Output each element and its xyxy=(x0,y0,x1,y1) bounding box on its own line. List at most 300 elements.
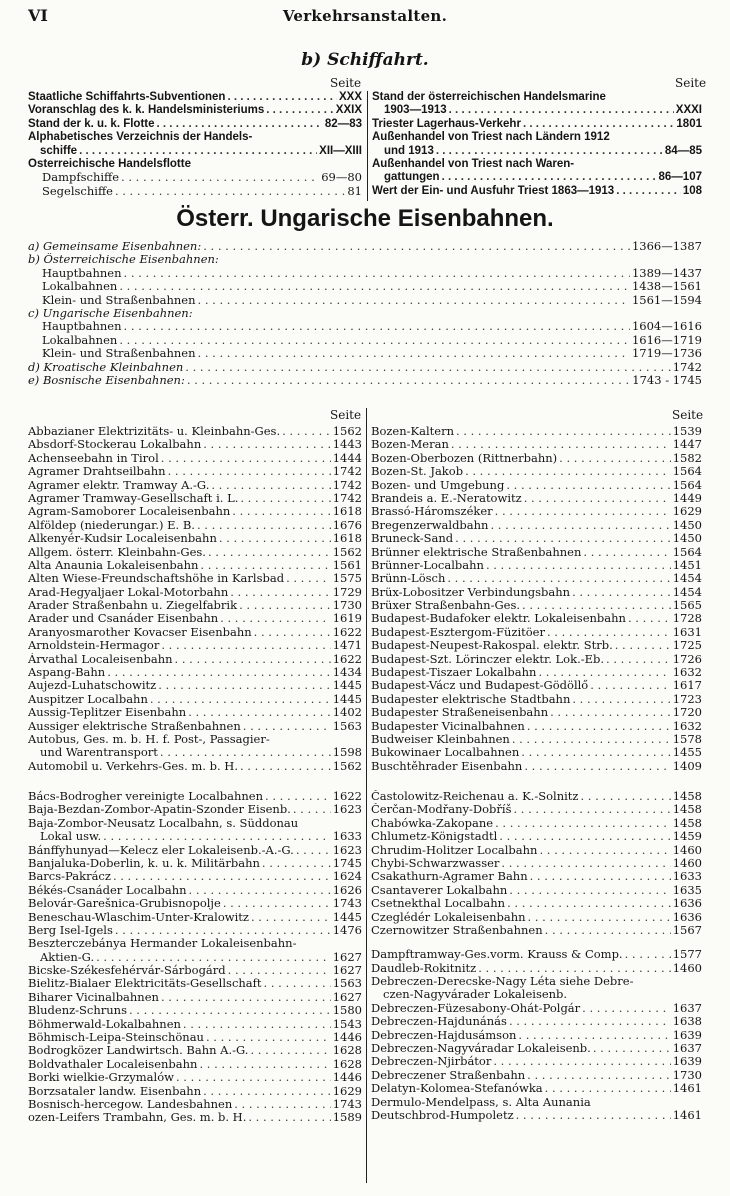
index-entry xyxy=(371,505,702,518)
dot-leader xyxy=(593,1042,671,1055)
index-entry-page: 1445 xyxy=(332,692,362,706)
index-entry-page: 1455 xyxy=(672,746,702,760)
index-entry xyxy=(371,975,702,988)
index-entry-label: Chrudim-Holitzer Localbahn xyxy=(371,843,538,857)
index-entry-page: 1434 xyxy=(332,666,362,680)
schiffahrt-seite-left: Seite xyxy=(330,76,362,90)
index-entry xyxy=(371,870,702,883)
toc-entry xyxy=(28,334,702,347)
toc-entry-page: 1743 - 1745 xyxy=(632,373,702,387)
index-entry-label: Bánffyhunyad—Kelecz eler Lokaleisenb.-A.-G. xyxy=(28,843,294,857)
index-entry-page: 1471 xyxy=(332,639,362,653)
dot-leader xyxy=(160,746,331,759)
index-entry-label: Csakathurn-Agramer Bahn xyxy=(371,870,528,884)
index-entry xyxy=(28,1111,362,1124)
index-entry xyxy=(28,425,362,438)
dot-leader xyxy=(240,760,331,773)
index-entry-label: Allgem. österr. Kleinbahn-Ges. xyxy=(28,545,206,559)
schiffahrt-entry xyxy=(28,171,362,184)
dot-leader xyxy=(129,1004,331,1017)
schiffahrt-entry-page: 69—80 xyxy=(321,171,362,185)
index-entry-label: und Warentransport xyxy=(40,746,158,760)
index-entry-page: 1564 xyxy=(672,465,702,479)
index-entry-label: Brünner elektrische Straßenbahnen xyxy=(371,545,582,559)
toc-entry-label: b) Österreichische Eisenbahnen: xyxy=(28,253,219,267)
index-entry-label: Brandeis a. E.-Neratowitz xyxy=(371,491,522,505)
index-entry-page: 1445 xyxy=(332,910,362,924)
index-entry-label: Debreczen-Derecske-Nagy Léta siehe Debre- xyxy=(371,975,634,989)
index-entry-page: 1582 xyxy=(672,451,702,465)
index-right-a xyxy=(371,425,702,773)
schiffahrt-entry xyxy=(28,185,362,198)
schiffahrt-entry xyxy=(28,145,362,158)
dot-leader xyxy=(264,977,331,990)
toc-entry xyxy=(28,361,702,374)
index-entry-label: Čerčan-Modřany-Dobříš xyxy=(371,803,512,817)
index-entry-label: Bozen-Meran xyxy=(371,438,449,452)
index-entry-page: 1449 xyxy=(672,491,702,505)
index-entry xyxy=(28,746,362,759)
index-entry xyxy=(371,706,702,719)
index-entry xyxy=(28,937,362,950)
index-entry-page: 1637 xyxy=(672,1001,702,1015)
dot-leader xyxy=(524,760,670,773)
index-entry-label: Debreczen-Njirbátor xyxy=(371,1055,492,1069)
index-entry xyxy=(28,844,362,857)
index-entry xyxy=(28,519,362,532)
index-entry-page: 1628 xyxy=(332,1044,362,1058)
index-entry-label: Csetnekthal Localbahn xyxy=(371,897,506,911)
index-entry-page: 1562 xyxy=(332,545,362,559)
dot-leader xyxy=(606,653,671,666)
index-entry-page: 1402 xyxy=(332,706,362,720)
schiffahrt-entry-label: Segelschiffe xyxy=(42,184,113,198)
index-entry-page: 1631 xyxy=(672,625,702,639)
index-entry xyxy=(28,951,362,964)
index-entry-page: 1629 xyxy=(332,1084,362,1098)
index-entry-page: 1454 xyxy=(672,572,702,586)
schiffahrt-entry-label: Voranschlag des k. k. Handelsministeriums xyxy=(28,104,265,117)
index-entry-label: Beneschau-Wlaschim-Unter-Kralowitz xyxy=(28,910,249,924)
index-entry xyxy=(371,1015,702,1028)
index-entry xyxy=(371,559,702,572)
schiffahrt-entry-page: 1801 xyxy=(676,117,702,130)
index-divider xyxy=(366,408,367,1183)
index-right-b xyxy=(371,790,702,1122)
dot-leader xyxy=(219,532,331,545)
index-entry xyxy=(371,599,702,612)
index-entry-label: Borki wielkie-Grzymalów xyxy=(28,1071,174,1085)
index-entry-page: 1635 xyxy=(672,883,702,897)
dot-leader xyxy=(495,505,671,518)
schiffahrt-entry xyxy=(372,131,702,144)
index-entry-page: 1623 xyxy=(332,803,362,817)
index-entry-page: 1618 xyxy=(332,505,362,519)
index-entry-page: 1562 xyxy=(332,425,362,438)
index-entry-page: 1459 xyxy=(672,830,702,844)
index-entry-label: Budapest-Budafoker elektr. Lokaleisenbahn xyxy=(371,612,626,626)
index-entry-page: 1578 xyxy=(672,732,702,746)
index-entry xyxy=(371,572,702,585)
index-entry xyxy=(28,733,362,746)
toc-entry-page: 1561—1594 xyxy=(631,293,702,307)
index-entry-label: Budapest-Neupest-Rakospal. elektr. Strb. xyxy=(371,639,613,653)
index-entry-page: 1639 xyxy=(672,1028,702,1042)
index-entry-page: 1627 xyxy=(332,990,362,1004)
dot-leader xyxy=(230,586,330,599)
page-title: Verkehrsanstalten. xyxy=(282,7,448,25)
dot-leader xyxy=(157,118,323,131)
index-entry-page: 1628 xyxy=(332,1057,362,1071)
toc-entry-label: Hauptbahnen xyxy=(42,266,122,280)
schiffahrt-entry-page: XXX xyxy=(338,91,362,103)
index-entry xyxy=(371,884,702,897)
index-entry-label: Bludenz-Schruns xyxy=(28,1004,127,1018)
index-entry xyxy=(371,612,702,625)
index-entry xyxy=(28,666,362,679)
index-entry-page: 1638 xyxy=(672,1015,702,1029)
dot-leader xyxy=(223,897,331,910)
index-entry xyxy=(371,733,702,746)
dot-leader xyxy=(203,1085,331,1098)
toc-entry-label: c) Ungarische Eisenbahnen: xyxy=(28,306,193,320)
index-entry-page: 1636 xyxy=(672,910,702,924)
index-entry-label: Auspitzer Localbahn xyxy=(28,692,148,706)
schiffahrt-entry-label: Österreichische Handelsflotte xyxy=(28,157,191,170)
dot-leader xyxy=(176,1071,331,1084)
dot-leader xyxy=(509,884,670,897)
index-entry-page: 1633 xyxy=(332,830,362,844)
index-entry xyxy=(28,1004,362,1017)
toc-entry xyxy=(28,267,702,280)
index-entry-label: Automobil u. Verkehrs-Ges. m. b. H. xyxy=(28,759,238,773)
dot-leader xyxy=(188,706,331,719)
index-entry-label: Czeglédér Lokaleisenbahn xyxy=(371,910,526,924)
index-entry xyxy=(371,1029,702,1042)
dot-leader xyxy=(583,546,670,559)
dot-leader xyxy=(545,924,671,937)
index-entry-label: Böhmisch-Leipa-Steinschönau xyxy=(28,1031,204,1045)
index-entry-page: 1622 xyxy=(332,625,362,639)
index-entry xyxy=(28,817,362,830)
index-entry xyxy=(28,857,362,870)
index-entry xyxy=(28,465,362,478)
toc-entry xyxy=(28,253,702,266)
index-entry-label: Budapester elektrische Stadtbahn xyxy=(371,692,571,706)
index-entry xyxy=(371,948,702,961)
index-entry-label: Debreczen-Hajdunánás xyxy=(371,1015,507,1029)
index-entry-label: ozen-Leifers Trambahn, Ges. m. b. H. xyxy=(28,1111,247,1125)
index-entry xyxy=(28,897,362,910)
index-entry-label: Dermulo-Mendelpass, s. Alta Aunania xyxy=(371,1095,591,1109)
index-entry-label: Dampftramway-Ges.vorm. Krauss & Comp. xyxy=(371,948,623,962)
dot-leader xyxy=(522,599,671,612)
index-entry xyxy=(371,1096,702,1109)
index-left-a xyxy=(28,425,362,773)
index-entry xyxy=(371,639,702,652)
index-entry-label: Absdorf-Stockerau Lokalbahn xyxy=(28,438,202,452)
dot-leader xyxy=(513,803,670,816)
index-entry-label: Debreczener Straßenbahn xyxy=(371,1068,526,1082)
index-entry-page: 1627 xyxy=(332,950,362,964)
schiffahrt-entry-label: schiffe xyxy=(40,144,78,157)
toc-entry-page: 1719—1736 xyxy=(631,347,702,361)
schiffahrt-entry-page: 81 xyxy=(347,184,362,198)
index-entry xyxy=(371,1069,702,1082)
index-entry xyxy=(28,586,362,599)
schiffahrt-entry-page: XXIX xyxy=(335,104,362,117)
index-entry-page: 1445 xyxy=(332,679,362,693)
schiffahrt-entry-label: gattungen xyxy=(384,171,440,184)
dot-leader xyxy=(161,991,331,1004)
toc-entry-page: 1616—1719 xyxy=(631,333,702,347)
index-entry xyxy=(371,1082,702,1095)
index-entry-label: Arader Straßenbahn u. Ziegelfabrik xyxy=(28,599,238,613)
index-entry-label: Bielitz-Bialaer Elektricitäts-Gesellschaft xyxy=(28,977,262,991)
dot-leader xyxy=(200,559,330,572)
toc-entry-label: Lokalbahnen xyxy=(42,333,118,347)
dot-leader xyxy=(115,185,345,198)
index-entry-page: 1745 xyxy=(332,856,362,870)
schiffahrt-entry-label: Dampfschiffe xyxy=(42,171,120,185)
index-seite-right: Seite xyxy=(672,408,704,422)
index-entry-page: 1720 xyxy=(672,706,702,720)
index-entry-page: 1409 xyxy=(672,759,702,773)
index-entry-label: Belovár-Garešnica-Grubisnopolje xyxy=(28,897,221,911)
index-entry-label: Bozen-St. Jakob xyxy=(371,465,464,479)
dot-leader xyxy=(286,572,331,585)
schiffahrt-entry-page: 108 xyxy=(682,184,702,197)
index-entry-label: Chybi-Schwarzwasser xyxy=(371,856,500,870)
index-entry-label: Borzsataler landw. Eisenbahn xyxy=(28,1084,202,1098)
index-entry-page: 1589 xyxy=(332,1111,362,1125)
index-entry-page: 1728 xyxy=(672,612,702,626)
index-entry xyxy=(28,452,362,465)
index-entry-page: 1563 xyxy=(332,719,362,733)
schiffahrt-entry xyxy=(372,118,702,131)
index-entry-label: Debreczen-Hajdusámson xyxy=(371,1028,517,1042)
index-entry-page: 1742 xyxy=(332,491,362,505)
index-entry-label: Aktien-G. xyxy=(40,950,95,964)
index-entry xyxy=(28,790,362,803)
dot-leader xyxy=(206,1031,331,1044)
dot-leader xyxy=(161,639,330,652)
dot-leader xyxy=(455,532,671,545)
index-entry-page: 1563 xyxy=(332,977,362,991)
index-entry xyxy=(371,720,702,733)
index-entry-page: 1543 xyxy=(332,1017,362,1031)
index-entry xyxy=(371,817,702,830)
dot-leader xyxy=(442,171,657,184)
dot-leader xyxy=(121,171,319,184)
index-entry-label: Böhmerwald-Lokalbahnen xyxy=(28,1017,181,1031)
dot-leader xyxy=(530,870,671,883)
dot-leader xyxy=(220,612,331,625)
dot-leader xyxy=(115,924,331,937)
schiffahrt-left-list xyxy=(28,91,362,198)
dot-leader xyxy=(296,844,331,857)
index-entry xyxy=(371,586,702,599)
index-entry xyxy=(371,438,702,451)
dot-leader xyxy=(501,857,670,870)
dot-leader xyxy=(527,1069,671,1082)
index-entry xyxy=(28,599,362,612)
dot-leader xyxy=(449,104,674,117)
dot-leader xyxy=(161,452,331,465)
schiffahrt-entry xyxy=(372,185,702,198)
dot-leader xyxy=(509,1015,671,1028)
toc-entry xyxy=(28,294,702,307)
index-entry-page: 1622 xyxy=(332,790,362,803)
schiffahrt-entry xyxy=(28,158,362,171)
index-entry xyxy=(28,991,362,1004)
schiffahrt-title: b) Schiffahrt. xyxy=(301,50,429,70)
dot-leader xyxy=(185,361,670,374)
index-entry xyxy=(371,666,702,679)
dot-leader xyxy=(250,1044,330,1057)
dot-leader xyxy=(103,830,331,843)
index-entry xyxy=(28,706,362,719)
index-entry xyxy=(371,830,702,843)
dot-leader xyxy=(616,185,681,198)
index-entry xyxy=(28,693,362,706)
dot-leader xyxy=(150,693,331,706)
index-entry xyxy=(28,760,362,773)
index-entry-page: 1729 xyxy=(332,585,362,599)
index-entry-label: Budapest-Esztergom-Füzitöer xyxy=(371,625,545,639)
index-entry xyxy=(371,760,702,773)
dot-leader xyxy=(527,720,671,733)
index-entry-label: Barcs-Pakrácz xyxy=(28,870,111,884)
index-entry-label: Častolowitz-Reichenau a. K.-Solnitz xyxy=(371,790,579,803)
schiffahrt-entry xyxy=(28,91,362,104)
index-entry-label: Banjaluka-Doberlin, k. u. k. Militärbahn xyxy=(28,856,260,870)
dot-leader xyxy=(465,465,671,478)
index-entry-label: Aspang-Bahn xyxy=(28,666,106,680)
index-entry xyxy=(371,492,702,505)
schiffahrt-entry xyxy=(28,104,362,117)
index-entry-page: 1539 xyxy=(672,425,702,438)
dot-leader xyxy=(240,492,330,505)
toc-entry-label: a) Gemeinsame Eisenbahnen: xyxy=(28,240,202,253)
index-entry xyxy=(371,532,702,545)
index-entry-label: Lokal usw. xyxy=(40,830,102,844)
index-seite-left: Seite xyxy=(330,408,362,422)
index-entry-page: 1623 xyxy=(332,843,362,857)
index-entry-label: Agramer elektr. Tramway A.-G. xyxy=(28,478,210,492)
dot-leader xyxy=(243,720,331,733)
index-entry xyxy=(28,653,362,666)
index-entry-label: Agramer Tramway-Gesellschaft i. L. xyxy=(28,491,239,505)
index-entry xyxy=(28,1031,362,1044)
index-entry-page: 1617 xyxy=(672,679,702,693)
dot-leader xyxy=(189,884,331,897)
index-entry-page: 1450 xyxy=(672,532,702,546)
toc-entry-label: Klein- und Straßenbahnen xyxy=(42,347,196,361)
dot-leader xyxy=(518,1029,670,1042)
index-entry-label: Autobus, Ges. m. b. H. f. Post-, Passagier- xyxy=(28,732,270,746)
index-entry-label: Deutschbrod-Humpoletz xyxy=(371,1108,514,1122)
index-entry-label: Alta Anaunia Lokaleisenbahn xyxy=(28,558,199,572)
dot-leader xyxy=(203,438,330,451)
index-entry xyxy=(28,505,362,518)
index-entry xyxy=(28,803,362,816)
index-entry-page: 1639 xyxy=(672,1055,702,1069)
index-entry-label: Alten Wiese-Freundschaftshöhe in Karlsbad xyxy=(28,572,285,586)
index-entry xyxy=(371,1002,702,1015)
index-entry xyxy=(371,1109,702,1122)
schiffahrt-entry xyxy=(372,158,702,171)
index-entry-page: 1726 xyxy=(672,652,702,666)
schiffahrt-entry-label: Außenhandel von Triest nach Waren- xyxy=(372,157,575,170)
index-entry-label: Daudleb-Rokitnitz xyxy=(371,961,477,975)
index-entry-page: 1460 xyxy=(672,856,702,870)
index-entry-label: Budapest-Tiszaer Lokalbahn xyxy=(371,666,537,680)
index-entry-page: 1443 xyxy=(332,438,362,452)
index-entry-label: Brüxer Straßenbahn-Ges. xyxy=(371,599,521,613)
index-entry-label: Berg Isel-Igels xyxy=(28,923,113,937)
index-entry xyxy=(371,1042,702,1055)
dot-leader xyxy=(524,492,671,505)
toc-entry-page: 1604—1616 xyxy=(631,320,702,334)
index-entry xyxy=(28,559,362,572)
index-entry-page: 1454 xyxy=(672,585,702,599)
index-entry-label: Brüx-Lobositzer Verbindungsbahn xyxy=(371,585,571,599)
index-entry-label: Arnoldstein-Hermagor xyxy=(28,639,160,653)
index-entry-page: 1446 xyxy=(332,1071,362,1085)
dot-leader xyxy=(572,586,671,599)
index-entry-label: Alföldер (niederungar.) E. B. xyxy=(28,518,195,532)
index-entry-label: Bukowinaer Localbahnen xyxy=(371,746,520,760)
dot-leader xyxy=(590,679,670,692)
index-entry xyxy=(371,988,702,1001)
index-entry-page: 1451 xyxy=(672,558,702,572)
index-entry xyxy=(28,639,362,652)
index-entry-label: Agram-Samoborer Localeisenbahn xyxy=(28,505,231,519)
index-entry-label: Bosnisch-hercegow. Landesbahnen xyxy=(28,1097,233,1111)
index-entry-label: Bodrogközer Landwirtsch. Bahn A.-G. xyxy=(28,1044,249,1058)
dot-leader xyxy=(239,599,331,612)
index-entry-label: Aussiger elektrische Straßenbahnen xyxy=(28,719,241,733)
column-divider xyxy=(367,91,368,201)
index-entry-page: 1565 xyxy=(672,599,702,613)
index-entry xyxy=(371,693,702,706)
index-entry-label: Achenseebahn in Tirol xyxy=(28,451,159,465)
index-entry-label: Bicske-Székesfehérvár-Sárbogárd xyxy=(28,964,226,978)
index-entry xyxy=(371,897,702,910)
index-entry-label: Czernowitzer Straßenbahnen xyxy=(371,923,543,937)
index-entry xyxy=(28,572,362,585)
index-entry xyxy=(371,844,702,857)
dot-leader xyxy=(211,479,330,492)
index-entry-label: Budapest-Szt. Lörinczer elektr. Lok.-Eb. xyxy=(371,652,605,666)
dot-leader xyxy=(119,280,630,293)
index-entry xyxy=(28,830,362,843)
toc-entry-label: Klein- und Straßenbahnen xyxy=(42,293,196,307)
dot-leader xyxy=(228,964,331,977)
dot-leader xyxy=(266,104,334,117)
eisenbahnen-toc xyxy=(28,240,702,387)
index-left-b xyxy=(28,790,362,1125)
schiffahrt-entry-page: XII—XIII xyxy=(319,144,362,157)
index-entry xyxy=(28,679,362,692)
schiffahrt-entry-label: Alphabetisches Verzeichnis der Handels- xyxy=(28,131,253,144)
index-entry-label: Budapester Straßeneisenbahn xyxy=(371,706,549,720)
schiffahrt-entry-page: 82—83 xyxy=(324,117,362,130)
index-entry-label: Bruneck-Sand xyxy=(371,532,454,546)
index-entry xyxy=(28,479,362,492)
index-entry-label: Brassó-Háromszéker xyxy=(371,505,493,519)
